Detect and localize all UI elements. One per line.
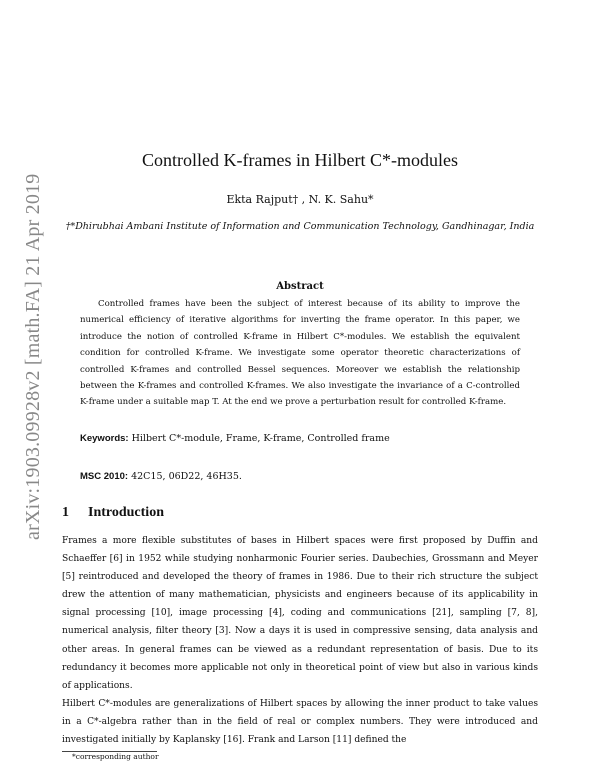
section-title: Introduction	[88, 505, 164, 520]
footnote: *corresponding author	[72, 752, 159, 761]
arxiv-identifier: arXiv:1903.09928v2 [math.FA] 21 Apr 2019	[22, 173, 44, 540]
keywords-label: Keywords:	[80, 433, 129, 444]
msc-line	[80, 471, 242, 482]
author-list: Ekta Rajput† , N. K. Sahu*	[226, 193, 374, 206]
affiliation: †*Dhirubhai Ambani Institute of Information and Communication Technology, Gandhinagar, India	[65, 221, 535, 232]
body-text	[62, 532, 538, 749]
keywords-line	[80, 433, 390, 444]
body-paragraph: Hilbert C*-modules are generalizations of Hilbert spaces by allowing the inner product to take values in a C*-algebra rather than in the field of real or complex numbers. They were introduced and investigated initially by Kaplansky [16]. Frank and Larson [11] defined the	[62, 698, 538, 746]
abstract-block	[80, 296, 520, 411]
msc-value: 42C15, 06D22, 46H35.	[131, 471, 242, 482]
section-number: 1	[62, 505, 69, 520]
body-paragraph: Frames a more flexible substitutes of bases in Hilbert spaces were first proposed by Duffin and Schaeffer [6] in 1952 while studying nonharmonic Fourier series. Daubechies, Grossmann and Meyer [5] reintroduced and developed the theory of frames in 1986. Due to their rich structure the subject drew the attention of many mathematician, physicists and engineers because of its applicability in signal processing [10], image processing [4], coding and communications [21], sampling [7, 8], numerical analysis, filter theory [3]. Now a days it is used in compressive sensing, data analysis and other areas. In general frames can be viewed as a redundant representation of basis. Due to its redundancy it becomes more applicable not only in theoretical point of view but also in various kinds of applications.	[62, 536, 538, 691]
abstract-text: Controlled frames have been the subject of interest because of its ability to improve the numerical efficiency of iterative algorithms for inverting the frame operator. In this paper, we introduce the notion of controlled K-frame in Hilbert C*-modules. We establish the equivalent condition for controlled K-frame. We investigate some operator theoretic characterizations of controlled K-frames and controlled Bessel sequences. Moreover we establish the relationship between the K-frames and controlled K-frames. We also investigate the invariance of a C-controlled K-frame under a suitable map T. At the end we prove a perturbation result for controlled K-frame.	[80, 299, 520, 408]
section-heading	[62, 505, 164, 521]
paper-title: Controlled K-frames in Hilbert C*-modules	[142, 150, 458, 170]
abstract-heading: Abstract	[276, 281, 324, 292]
keywords-value: Hilbert C*-module, Frame, K-frame, Controlled frame	[131, 433, 390, 444]
msc-label: MSC 2010:	[80, 471, 129, 482]
